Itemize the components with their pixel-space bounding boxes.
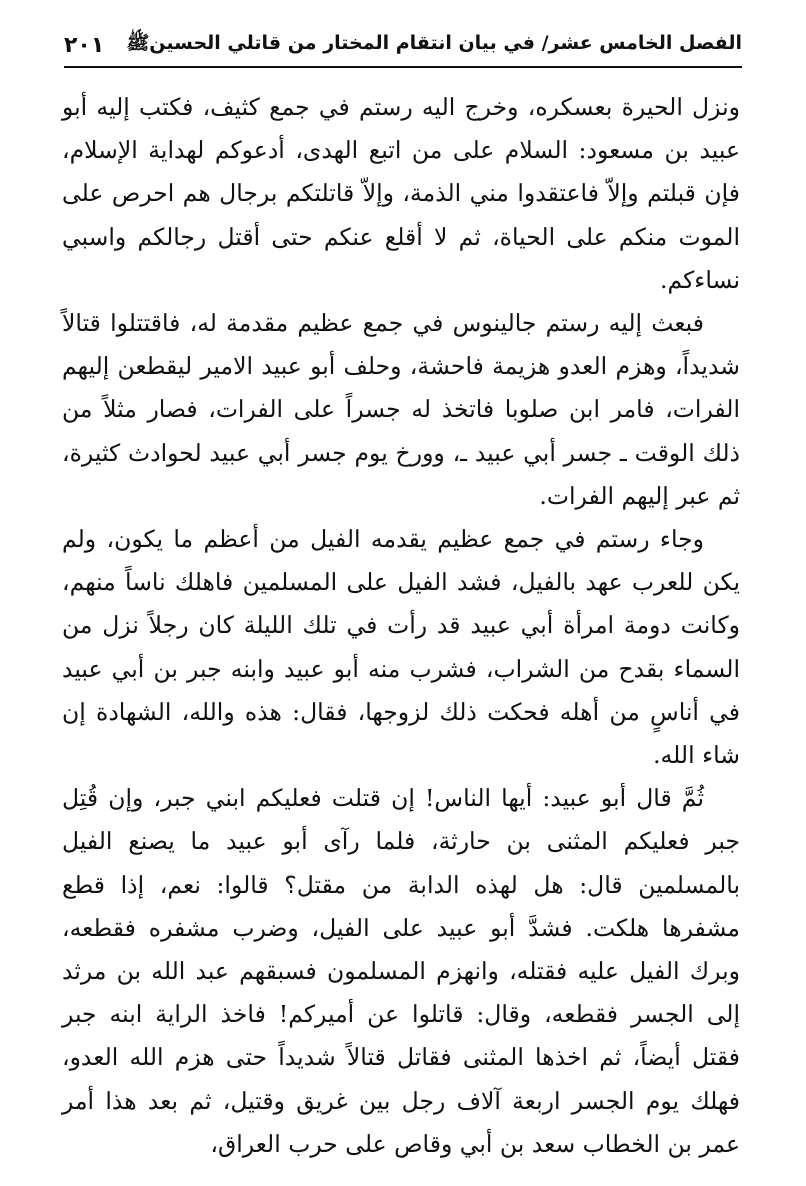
paragraph: ثُمَّ قال أبو عبيد: أيها الناس! إن قتلت فعليكم ابني جبر، وإن قُتِل جبر فعليكم المثنى بن حارثة، فلما رآى أبو عبيد ما يصنع الفيل بالمسلمين قال: هل لهذه الدابة من مقتل؟ قالوا: نعم، إذا قطع مشفرها هلكت. فشدَّ أبو عبيد على الفيل، وضرب مشفره فقطعه، وبرك الفيل عليه فقتله، وانهزم المسلمون فسبقهم عبد الله بن مرثد إلى الجسر فقطعه، وقال: قاتلوا عن أميركم! فاخذ الراية ابنه جبر فقتل أيضاً، ثم اخذها المثنى فقاتل قتالاً شديداً حتى هزم الله العدو، فهلك يوم الجسر اربعة آلاف رجل بين غريق وقتيل، ثم بعد هذا أمر عمر بن الخطاب سعد بن أبي وقاص على حرب العراق، <box>62 784 740 1158</box>
paragraph: ونزل الحيرة بعسكره، وخرج اليه رستم في جمع كثيف، فكتب إليه أبو عبيد بن مسعود: السلام على من اتبع الهدى، أدعوكم لهداية الإسلام، فإن قبلتم وإلاّ فاعتقدوا مني الذمة، وإلاّ قاتلتكم برجال هم احرص على الموت منكم على الحياة، ثم لا أقلع عنكم حتى أقتل رجالكم واسبي نساءكم. <box>62 93 740 294</box>
header-rule <box>64 66 742 68</box>
page-number: ٢٠١ <box>64 32 105 58</box>
body-text <box>62 86 740 1166</box>
running-title <box>126 31 742 59</box>
paragraph: فبعث إليه رستم جالينوس في جمع عظيم مقدمة له، فاقتتلوا قتالاً شديداً، وهزم العدو هزيمة فاحشة، وحلف أبو عبيد الامير ليقطعن إليهم الفرات، فامر ابن صلوبا فاتخذ له جسراً على الفرات، فصار مثلاً من ذلك الوقت ـ جسر أبي عبيد ـ، وورخ يوم جسر أبي عبيد لحوادث كثيرة، ثم عبر إليهم الفرات. <box>62 309 740 510</box>
running-title-text: الفصل الخامس عشر/ في بيان انتقام المختار من قاتلي الحسين <box>149 32 742 54</box>
paragraph: وجاء رستم في جمع عظيم يقدمه الفيل من أعظم ما يكون، ولم يكن للعرب عهد بالفيل، فشد الفيل على المسلمين فاهلك ناساً منهم، وكانت دومة امرأة أبي عبيد قد رأت في تلك الليلة كان رجلاً نزل من السماء بقدح من الشراب، فشرب منه أبو عبيد وابنه جبر بن أبي عبيد في أناسٍ من أهله فحكت ذلك لزوجها، فقال: هذه والله، الشهادة إن شاء الله. <box>62 525 740 770</box>
page-header <box>64 28 742 62</box>
honorific-symbol: ﷺ <box>126 32 150 54</box>
